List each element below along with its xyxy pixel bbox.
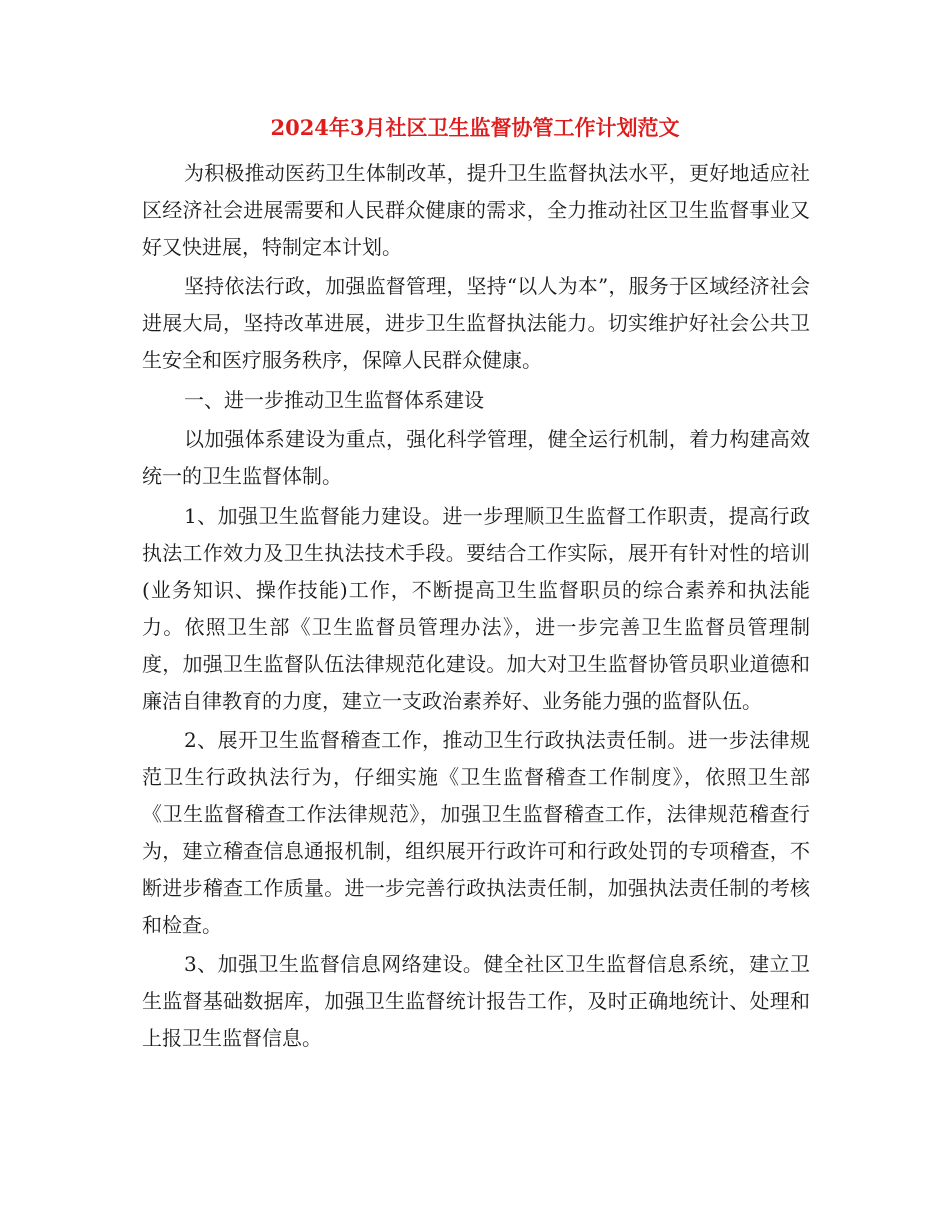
section-heading-1: 一、进一步推动卫生监督体系建设 (184, 387, 484, 412)
paragraph-principle: 坚持依法行政，加强监督管理，坚持“以人为本”，服务于区域经济社会进展大局，坚持改革进展，进步卫生监督执法能力。切实维护好社会公共卫生安全和医疗服务秩序，保障人民群众健康。 (142, 274, 810, 373)
document-title: 2024年3月社区卫生监督协管工作计划范文 (270, 115, 680, 140)
paragraph-item-3: 3、加强卫生监督信息网络建设。健全社区卫生监督信息系统，建立卫生监督基础数据库，加强卫生监督统计报告工作，及时正确地统计、处理和上报卫生监督信息。 (142, 952, 810, 1051)
paragraph-item-2: 2、展开卫生监督稽查工作，推动卫生行政执法责任制。进一步法律规范卫生行政执法行为，仔细实施《卫生监督稽查工作制度》，依照卫生部《卫生监督稽查工作法律规范》，加强卫生监督稽查工作，法律规范稽查行为，建立稽查信息通报机制，组织展开行政许可和行政处罚的专项稽查，不断进步稽查工作质量。进一步完善行政执法责任制，加强执法责任制的考核和检查。 (142, 727, 810, 937)
paragraph-section-1-intro: 以加强体系建设为重点，强化科学管理，健全运行机制，着力构建高效统一的卫生监督体制。 (142, 427, 810, 489)
document-body (142, 155, 810, 1060)
paragraph-item-1: 1、加强卫生监督能力建设。进一步理顺卫生监督工作职责，提高行政执法工作效力及卫生执法技术手段。要结合工作实际，展开有针对性的培训(业务知识、操作技能)工作，不断提高卫生监督职员的综合素养和执法能力。依照卫生部《卫生监督员管理办法》，进一步完善卫生监督员管理制度，加强卫生监督队伍法律规范化建设。加大对卫生监督协管员职业道德和廉洁自律教育的力度，建立一支政治素养好、业务能力强的监督队伍。 (142, 503, 810, 713)
paragraph-intro: 为积极推动医药卫生体制改革，提升卫生监督执法水平，更好地适应社区经济社会进展需要和人民群众健康的需求，全力推动社区卫生监督事业又好又快进展，特制定本计划。 (142, 161, 810, 259)
